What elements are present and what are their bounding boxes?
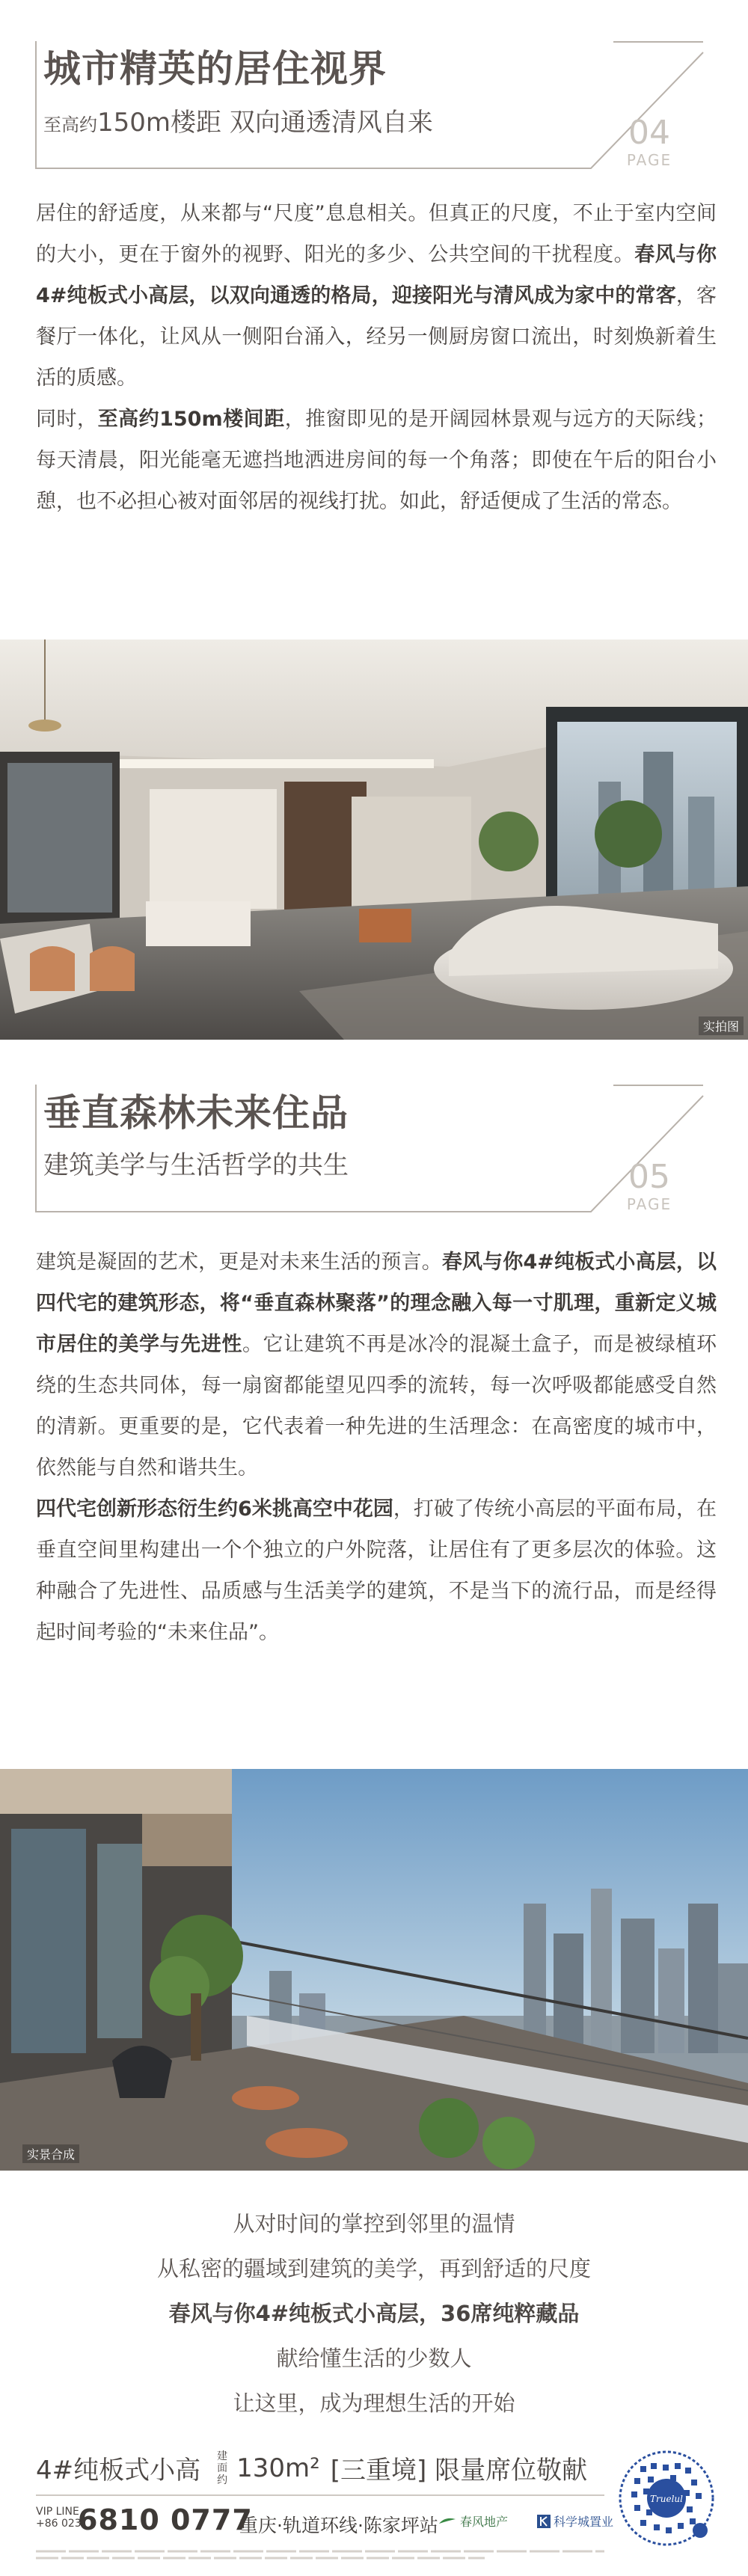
closing-line-4: 献给懂生活的少数人: [276, 2346, 472, 2371]
legal-fine-print: [36, 2548, 604, 2566]
footer-divider: [36, 2494, 604, 2496]
leaf-logo-icon: [438, 2516, 457, 2527]
section-05-subtitle: 建筑美学与生活哲学的共生: [43, 1150, 349, 1180]
paragraph: [36, 193, 717, 399]
body-text: ，打破了传统小高层的平面布局，在垂直空间里构建出一个个独立的户外院落，让居住有了更多层次的体验。这种融合了先进性、品质感与生活美学的建筑，不是当下的流行品，而是经得起时间考验的“未来住品”。: [36, 1497, 717, 1644]
brand1-name: 春风地产: [460, 2515, 509, 2529]
balcony-photo: [0, 1769, 748, 2171]
living-room-illustration: [0, 640, 748, 1040]
highlight-text: 至高约150m楼间距: [97, 408, 285, 431]
brand-logo-chunfeng: [438, 2512, 508, 2530]
brand2-name: 科学城置业: [554, 2515, 614, 2529]
closing-statement: [0, 2201, 748, 2426]
section-04-body: [36, 193, 717, 522]
paragraph: [36, 1488, 717, 1653]
closing-line-1: 从对时间的掌控到邻里的温情: [233, 2211, 515, 2236]
paragraph: [36, 1242, 717, 1488]
section-05-header: [0, 1070, 748, 1234]
vip-line-label: [36, 2506, 82, 2530]
body-text: 建筑是凝固的艺术，更是对未来生活的预言。: [36, 1251, 442, 1274]
slogan-product: 4#纯板式小高: [36, 2456, 201, 2485]
highlight-text: 四代宅创新形态衍生约6米挑高空中花园: [36, 1497, 393, 1521]
brand-logo-kexuecheng: [537, 2512, 613, 2530]
body-text: 居住的舒适度，从来都与“尺度”息息相关。但真正的尺度，不止于室内空间的大小，更在于窗外的视野、阳光的多少、公共空间的干扰程度。: [36, 202, 717, 266]
slogan-offer: [三重境] 限量席位敬献: [330, 2456, 588, 2485]
balcony-illustration: [0, 1769, 748, 2171]
wechat-qr-code-icon[interactable]: [618, 2450, 715, 2547]
section-05-number: 05: [628, 1158, 670, 1196]
section-04-header: [0, 0, 748, 180]
body-text: ，推窗即见的是开阔园林景观与远方的天际线；每天清晨，阳光能毫无遮挡地洒进房间的每一个角落；即使在午后的阳台小憩，也不必担心被对面邻居的视线打扰。如此，舒适便成了生活的常态。: [36, 408, 717, 513]
closing-line-3: 春风与你4#纯板式小高层，36席纯粹藏品: [168, 2301, 580, 2326]
subtitle-main: 150m楼距 双向通透清风自来: [97, 108, 433, 138]
svg-text:Truelul: Truelul: [650, 2494, 683, 2504]
photo-caption-real-shot: 实拍图: [699, 1016, 744, 1035]
footer: [0, 2420, 748, 2576]
body-text: ，客餐厅一体化，让风从一侧阳台涌入，经另一侧厨房窗口流出，时刻焕新着生活的质感。: [36, 284, 717, 390]
highlight-text: 春风与你4#纯板式小高层，以双向通透的格局，迎接阳光与清风成为家中的常客: [36, 243, 717, 307]
closing-line-2: 从私密的疆域到建筑的美学，再到舒适的尺度: [156, 2256, 591, 2281]
living-room-photo: [0, 640, 748, 1040]
project-location: 重庆·轨道环线·陈家坪站: [239, 2515, 438, 2536]
section-04-page-label: PAGE: [626, 151, 672, 169]
section-04-subtitle: [43, 102, 433, 138]
footer-slogan: [36, 2450, 587, 2486]
body-text: 。它让建筑不再是冰冷的混凝土盒子，而是被绿植环绕的生态共同体，每一扇窗都能望见四季的流转，每一次呼吸都能感受自然的清新。更重要的是，它代表着一种先进的生活理念：在高密度的城市中，依然能与自然和谐共生。: [36, 1333, 717, 1479]
subtitle-prefix: 至高约: [43, 114, 97, 135]
closing-line-5: 让这里，成为理想生活的开始: [233, 2391, 515, 2416]
area-badge: 建面约: [217, 2450, 228, 2486]
paragraph: [36, 399, 717, 522]
section-05-page-label: PAGE: [626, 1195, 672, 1213]
section-04-number: 04: [628, 114, 670, 152]
section-04-title: 城市精英的居住视界: [43, 47, 387, 91]
k-logo-icon: [537, 2515, 551, 2528]
body-text: 同时，: [36, 408, 98, 431]
section-05-title: 垂直森林未来住品: [43, 1091, 349, 1135]
highlight-text: 春风与你4#纯板式小高层，以四代宅的建筑形态，将“垂直森林聚落”的理念融入每一寸肌理，重新定义城市居住的美学与先进性: [36, 1251, 717, 1356]
vip-line-text: VIP LINE: [36, 2506, 79, 2518]
vip-area-code: +86 023: [36, 2518, 82, 2530]
section-05-body: [36, 1242, 717, 1653]
fine-print-texture: [36, 2548, 604, 2563]
photo-caption-composite: 实景合成: [22, 2144, 79, 2163]
hotline-phone[interactable]: 6810 0777: [78, 2503, 253, 2536]
area-value: 130m²: [236, 2453, 320, 2483]
